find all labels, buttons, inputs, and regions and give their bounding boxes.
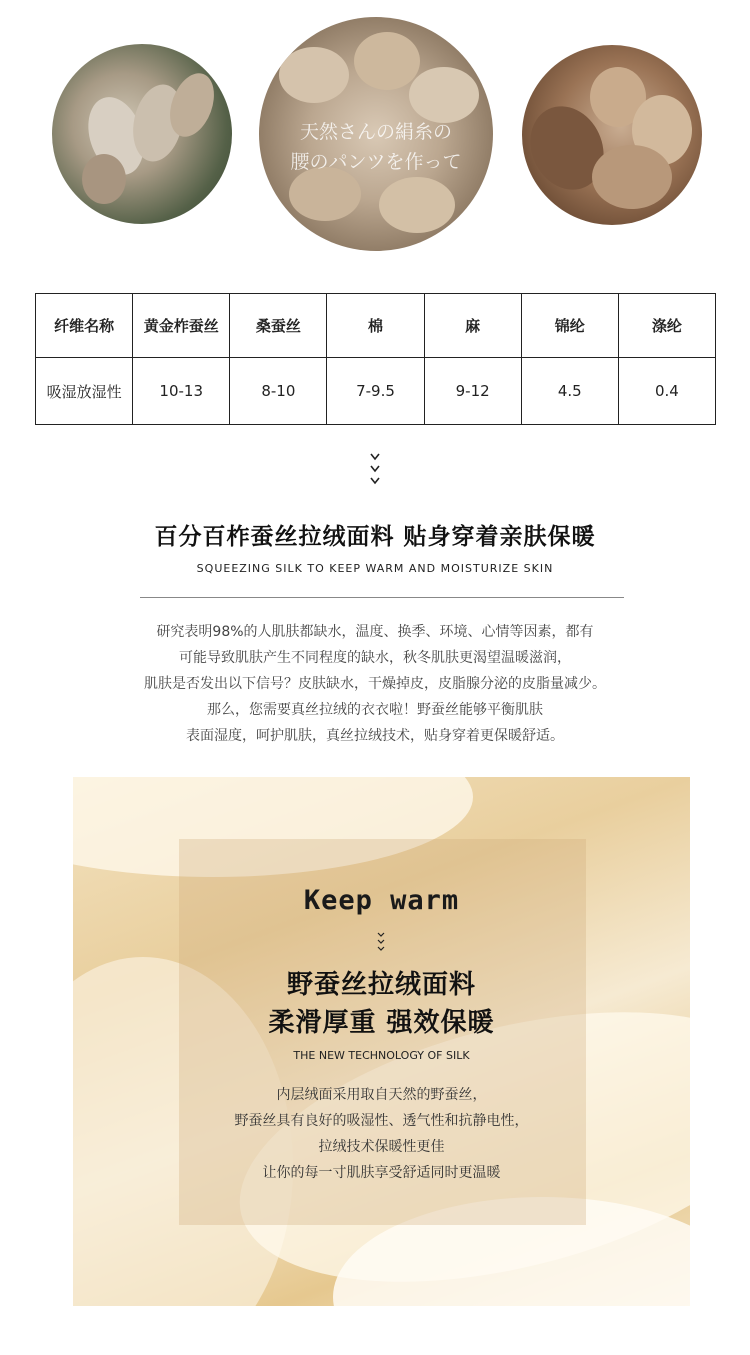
table-header-cell: 桑蚕丝 (230, 294, 327, 358)
paragraph-line: 内层绒面采用取自天然的野蚕丝， (276, 1087, 487, 1103)
section-paragraph (0, 619, 750, 749)
table-header-cell: 锦纶 (521, 294, 618, 358)
chevron-down-icon (369, 452, 381, 490)
section-title: 百分百柞蚕丝拉绒面料 贴身穿着亲肤保暖 (154, 524, 596, 550)
table-cell: 4.5 (521, 358, 618, 425)
cocoon-shape (379, 177, 455, 233)
cocoon-photo-left (52, 44, 232, 224)
table-cell: 8-10 (230, 358, 327, 425)
photo-overlay-text: 天然さんの絹糸の 腰のパンツを作って (290, 121, 462, 173)
table-header-cell: 涤纶 (618, 294, 715, 358)
table-header-row (36, 294, 716, 358)
table-row (36, 358, 716, 425)
cocoon-shape (592, 145, 672, 209)
banner-subtitle: THE NEW TECHNOLOGY OF SILK (293, 1049, 470, 1062)
banner-title-line2: 柔滑厚重 强效保暖 (268, 1008, 495, 1038)
table-cell: 0.4 (618, 358, 715, 425)
cocoon-shape (409, 67, 479, 123)
paragraph-line: 表面湿度，呵护肌肤，真丝拉绒技术，贴身穿着更保暖舒适。 (186, 728, 564, 744)
paragraph-line: 野蚕丝具有良好的吸湿性、透气性和抗静电性， (234, 1113, 529, 1129)
cocoon-photo-right (522, 45, 702, 225)
cocoon-shape (279, 47, 349, 103)
paragraph-line: 肌肤是否发出以下信号？皮肤缺水，干燥掉皮，皮脂腺分泌的皮脂量减少。 (144, 676, 606, 692)
fabric-banner (73, 777, 690, 1306)
cocoon-photo-center (259, 17, 493, 251)
cocoon-shape (354, 32, 420, 90)
cocoon-shape (82, 154, 126, 204)
table-header-cell: 黄金柞蚕丝 (133, 294, 230, 358)
paragraph-line: 可能导致肌肤产生不同程度的缺水，秋冬肌肤更渴望温暖滋润， (179, 650, 571, 666)
table-cell: 吸湿放湿性 (36, 358, 133, 425)
table-cell: 7-9.5 (327, 358, 424, 425)
banner-english-title: Keep warm (303, 885, 460, 916)
table-cell: 10-13 (133, 358, 230, 425)
table-header-cell: 麻 (424, 294, 521, 358)
paragraph-line: 研究表明98%的人肌肤都缺水，温度、换季、环境、心情等因素，都有 (156, 624, 594, 640)
paragraph-line: 拉绒技术保暖性更佳 (318, 1139, 445, 1155)
table-header-cell: 棉 (327, 294, 424, 358)
paragraph-line: 那么，您需要真丝拉绒的衣衣啦！野蚕丝能够平衡肌肤 (207, 702, 543, 718)
paragraph-line: 让你的每一寸肌肤享受舒适同时更温暖 (262, 1165, 501, 1181)
chevron-down-icon (376, 932, 386, 956)
table-header-cell: 纤维名称 (36, 294, 133, 358)
banner-title-line1: 野蚕丝拉绒面料 (286, 970, 476, 1000)
section-divider (140, 597, 624, 598)
table-cell: 9-12 (424, 358, 521, 425)
section-subtitle: SQUEEZING SILK TO KEEP WARM AND MOISTURIZE SKIN (196, 562, 554, 575)
fiber-comparison-table (35, 293, 716, 425)
banner-paragraph (73, 1082, 690, 1186)
